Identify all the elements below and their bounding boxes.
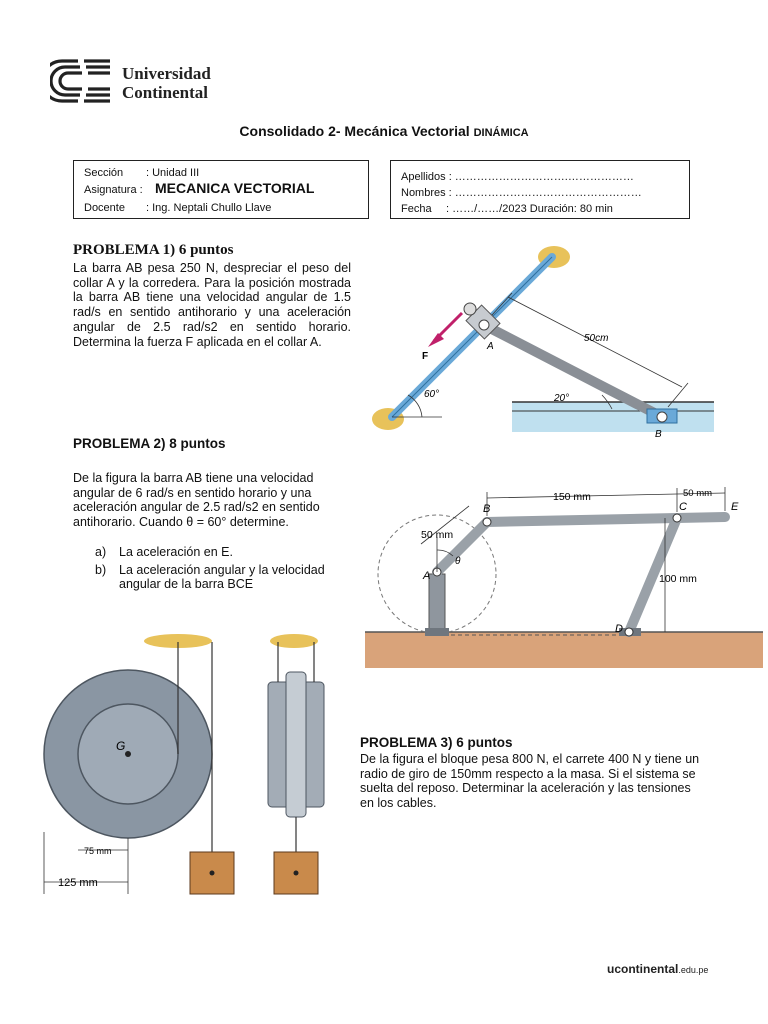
problem-1-text: La barra AB pesa 250 N, despreciar el peso del collar A y la corredera. Para la posición mostrada la barra AB tiene una velocidad angular de 1.5 rad/s en sentido antihorario y una aceleración angular de 2.5 rad/s2 en sentido horario. Determina la fuerza F aplicada en el collar A. — [73, 261, 351, 349]
seccion-value: : Unidad III — [146, 167, 200, 179]
footer-brand-name: ucontinental — [607, 962, 679, 976]
label-angle-60: 60° — [424, 389, 440, 400]
dim-inner: 75 mm — [84, 846, 112, 856]
problem-1-figure — [362, 237, 714, 437]
label-a: A — [487, 341, 494, 352]
list-item — [95, 563, 355, 592]
label-angle-20: 20° — [554, 393, 570, 404]
label-b: B — [483, 503, 491, 515]
label-length: 50cm — [584, 333, 609, 344]
problem-1-title: PROBLEMA 1) 6 puntos — [73, 242, 234, 258]
asignatura-value: MECANICA VECTORIAL — [155, 180, 315, 196]
label-g: G — [116, 739, 126, 753]
footer-brand — [607, 962, 708, 976]
university-logo — [50, 58, 114, 104]
student-info-box — [390, 160, 690, 219]
dim-ab: 50 mm — [421, 529, 454, 541]
ceiling-right — [270, 634, 318, 648]
fecha-label: Fecha — [401, 203, 432, 215]
logo-wordmark — [122, 64, 211, 102]
title-suffix: DINÁMICA — [473, 127, 529, 139]
logo-line-2: Continental — [122, 83, 208, 102]
course-info-box — [73, 160, 369, 219]
problem-2-figure — [365, 482, 763, 670]
list-item — [95, 545, 355, 560]
logo-mark-icon — [50, 58, 114, 104]
docente-value: : Ing. Neptali Chullo Llave — [146, 202, 272, 214]
page-title — [0, 123, 768, 139]
list-text: La aceleración en E. — [119, 545, 233, 559]
dim-bc: 150 mm — [553, 491, 591, 503]
logo-line-1: Universidad — [122, 64, 211, 83]
dim-outer: 125 mm — [58, 877, 98, 889]
problem-2-title: PROBLEMA 2) 8 puntos — [73, 436, 226, 451]
label-b: B — [655, 429, 662, 437]
problem-3-title: PROBLEMA 3) 6 puntos — [360, 735, 513, 750]
label-f: F — [422, 351, 429, 362]
ground — [365, 632, 763, 668]
label-e: E — [731, 501, 739, 513]
problem-2-list — [95, 545, 355, 592]
problem-2-text: De la figura la barra AB tiene una velocidad angular de 6 rad/s en sentido horario y una aceleración angular de 2.5 rad/s2 en sentido antihorario. Cuando θ = 60° determine. — [73, 471, 320, 530]
docente-label: Docente — [84, 202, 125, 214]
nombres-field: Nombres : …………………………………………… — [401, 187, 642, 199]
fecha-value: : ……/……/2023 Duración: 80 min — [446, 203, 613, 215]
list-text: La aceleración angular y la velocidad angular de la barra BCE — [119, 562, 325, 592]
label-d: D — [615, 623, 623, 635]
label-theta: θ — [455, 556, 461, 567]
asignatura-label: Asignatura : — [84, 184, 143, 196]
label-c: C — [679, 501, 687, 513]
list-marker: b) — [95, 562, 107, 577]
apellidos-field: Apellidos : ………………………….……………… — [401, 171, 634, 183]
list-marker: a) — [95, 545, 107, 559]
bar-bce — [487, 517, 725, 522]
dim-cd: 100 mm — [659, 573, 697, 585]
label-a: A — [423, 570, 431, 582]
dim-ce: 50 mm — [683, 488, 713, 499]
title-main: Consolidado 2- Mecánica Vectorial — [239, 123, 470, 139]
slider-track — [512, 402, 714, 432]
seccion-label: Sección — [84, 167, 124, 179]
footer-domain: .edu.pe — [678, 965, 709, 975]
problem-3-figure — [38, 632, 358, 902]
problem-3-text: De la figura el bloque pesa 800 N, el carrete 400 N y tiene un radio de giro de 150mm respecto a la masa. Si el sistema se suelta del reposo. Determinar la aceleración y las tensiones en los cables. — [360, 752, 700, 811]
post-a — [429, 574, 445, 634]
